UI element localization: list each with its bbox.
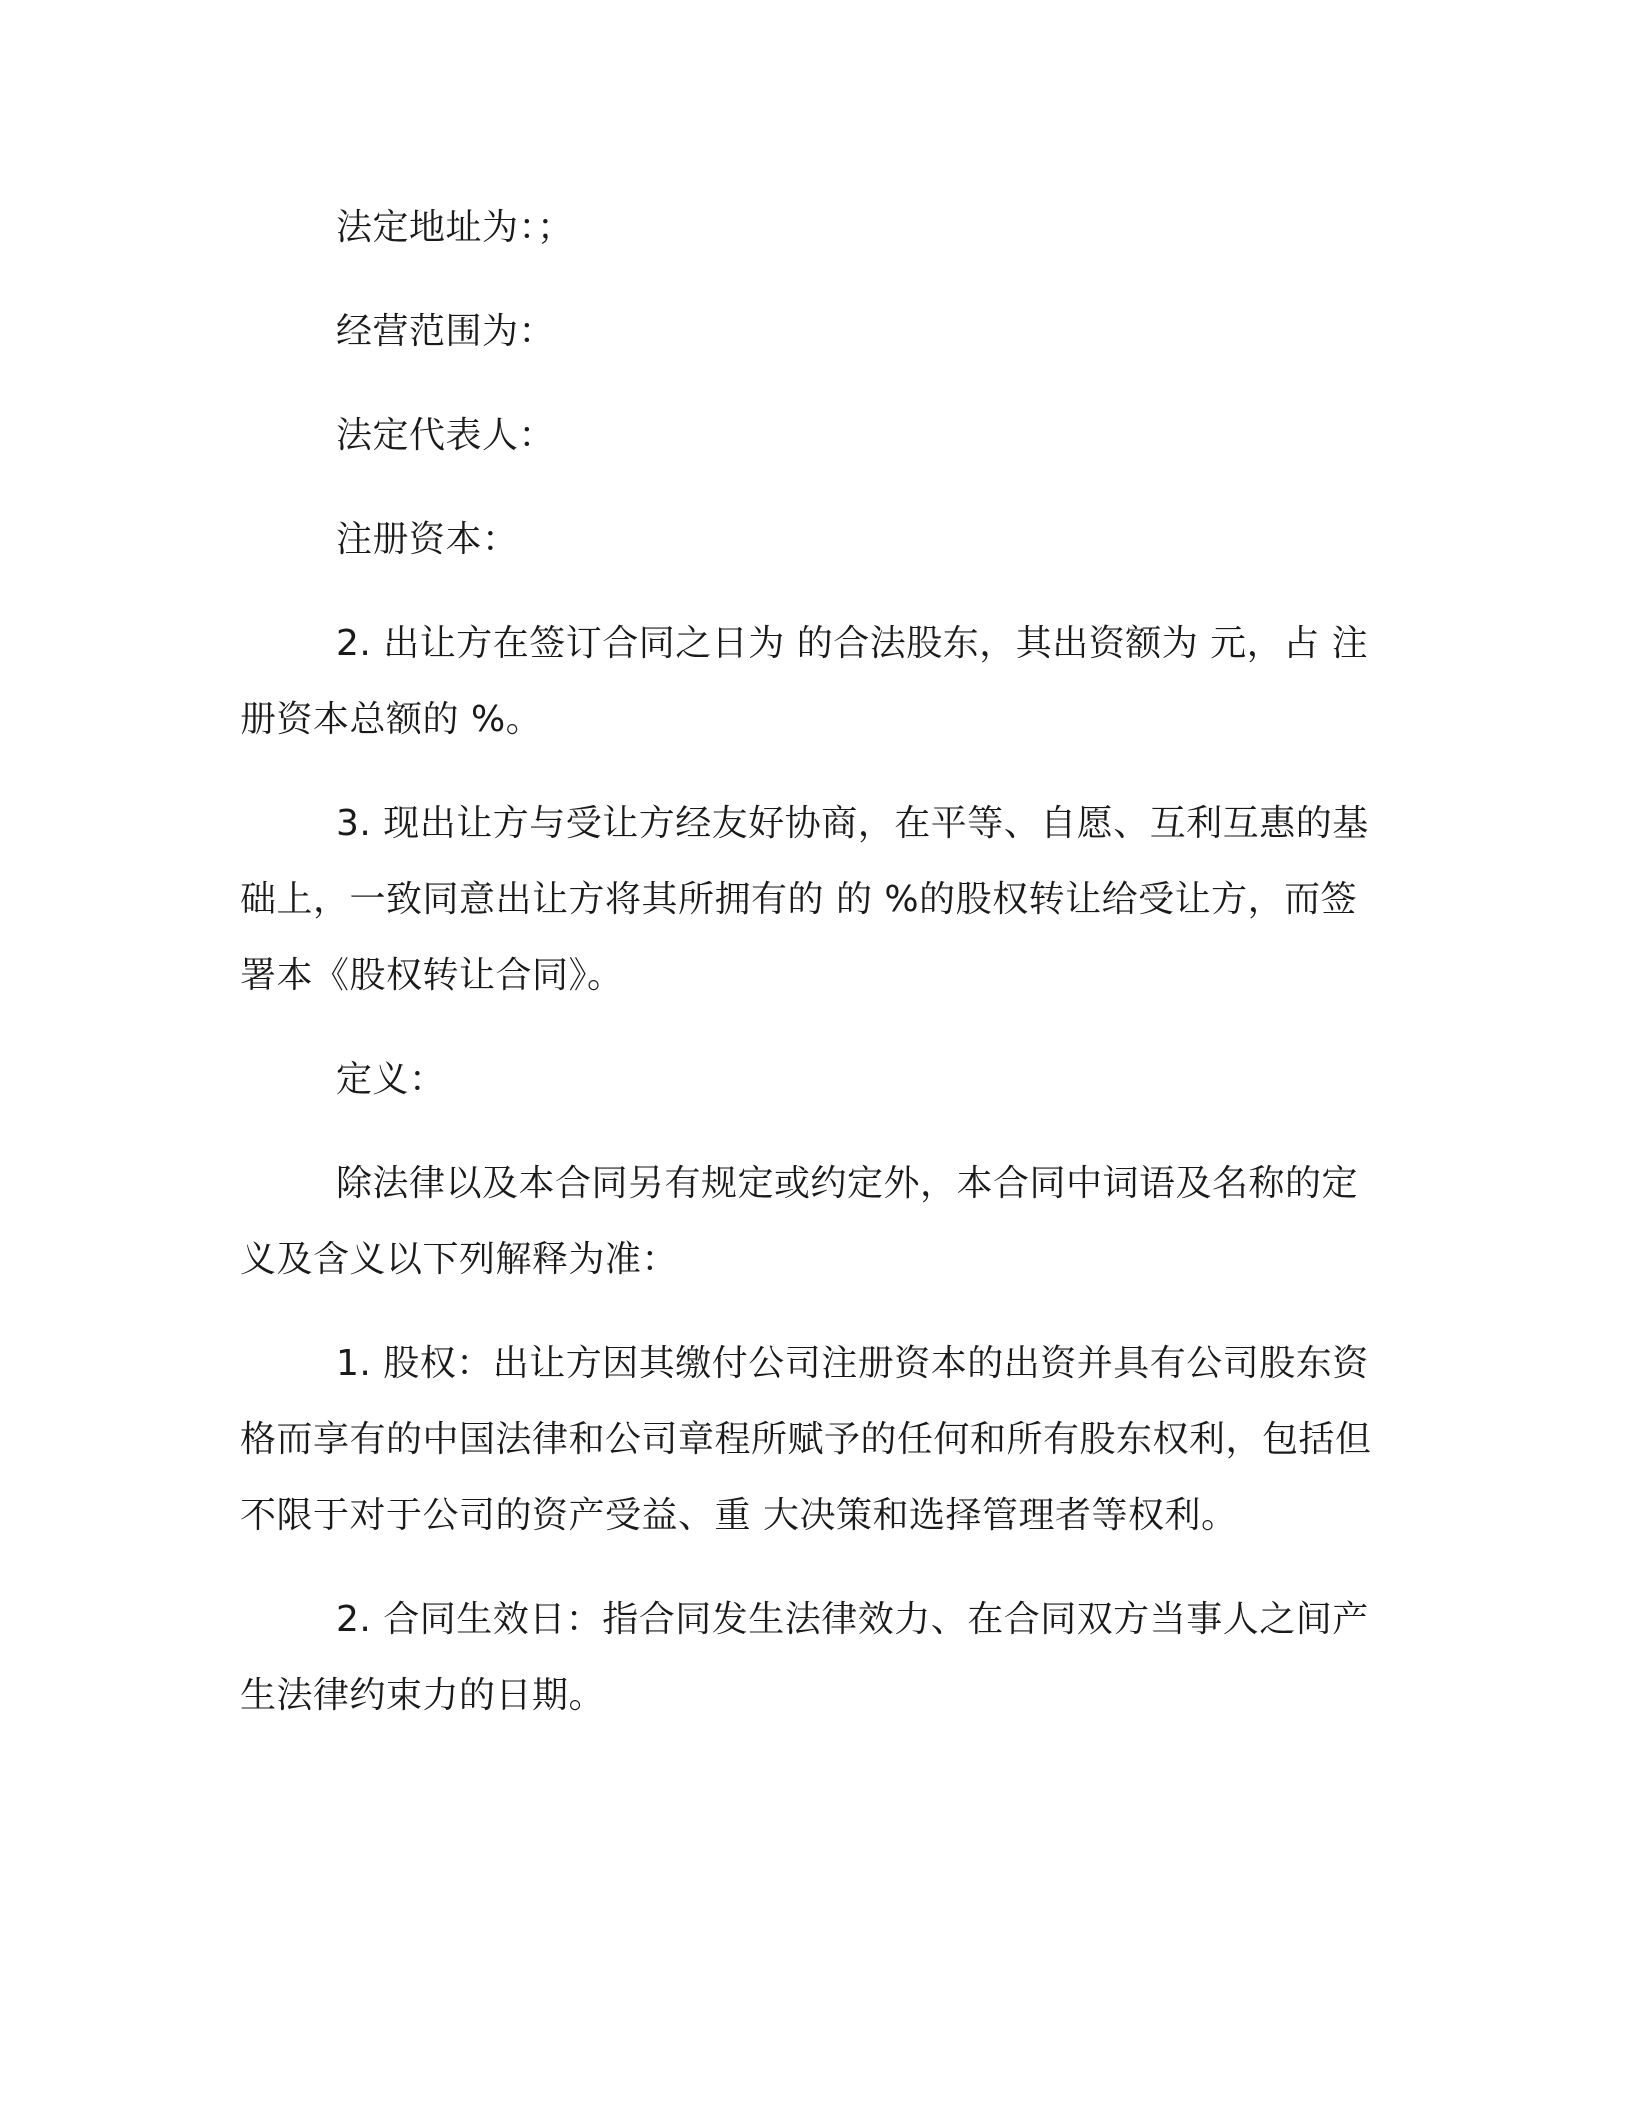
legal-address-line: 法定地址为：； bbox=[336, 207, 574, 248]
definitions-heading: 定义： bbox=[336, 1059, 446, 1100]
clause-2-shareholder: 2. 出让方在签订合同之日为 的合法股东，其出资额为 元，占 注册资本总额的 %。 bbox=[240, 623, 1369, 740]
registered-capital-line: 注册资本： bbox=[336, 519, 519, 560]
definition-effective-date: 2. 合同生效日：指合同发生法律效力、在合同双方当事人之间产生法律约束力的日期。 bbox=[240, 1599, 1369, 1716]
document-body bbox=[240, 190, 1390, 1762]
definition-equity: 1. 股权：出让方因其缴付公司注册资本的出资并具有公司股东资格而享有的中国法律和公司章程所赋予的任何和所有股东权利，包括但不限于对于公司的资产受益、重 大决策和选择管理者等权利。 bbox=[240, 1343, 1372, 1536]
clause-3-transfer-agreement: 3. 现出让方与受让方经友好协商，在平等、自愿、互利互惠的基础上，一致同意出让方将其所拥有的 的 %的股权转让给受让方，而签署本《股权转让合同》。 bbox=[240, 803, 1369, 996]
definitions-intro: 除法律以及本合同另有规定或约定外，本合同中词语及名称的定义及含义以下列解释为准： bbox=[240, 1163, 1359, 1280]
business-scope-line: 经营范围为： bbox=[336, 311, 556, 352]
legal-representative-line: 法定代表人： bbox=[336, 415, 556, 456]
